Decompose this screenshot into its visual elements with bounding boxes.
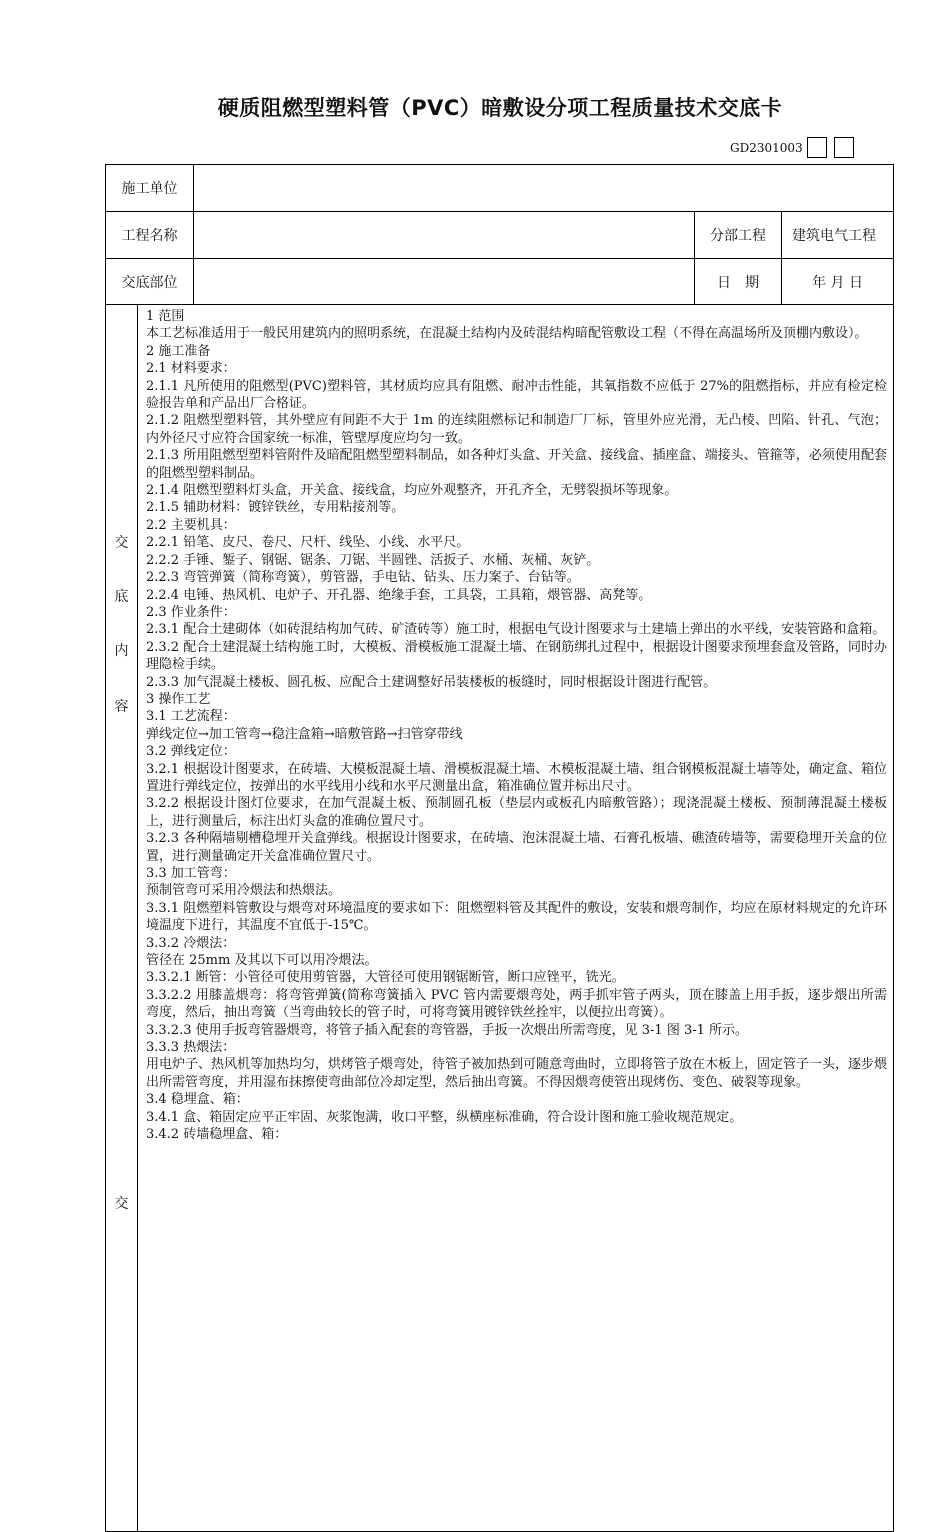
content-line: 2.3.3 加气混凝土楼板、圆孔板、应配合土建调整好吊装楼板的板缝时，同时根据设计图进行配管。 xyxy=(146,674,717,690)
date-label: 日 期 xyxy=(695,259,782,305)
disclosure-card-table xyxy=(105,164,894,1532)
content-line: 2 施工准备 xyxy=(146,343,211,359)
content-line: 2.3 作业条件： xyxy=(146,604,236,620)
code-box-2[interactable] xyxy=(834,137,854,158)
side-char: 交 xyxy=(114,535,129,551)
content-line: 2.1.4 阻燃型塑料灯头盒，开关盒、接线盒，均应外观整齐，开孔齐全，无劈裂损坏等现象。 xyxy=(146,483,678,499)
side-char: 交 xyxy=(114,1196,129,1212)
document-code: GD2301003 xyxy=(730,141,803,155)
content-line: 2.1.1 凡所使用的阻燃型(PVC)塑料管，其材质均应具有阻燃、耐冲击性能，其氧指数不应低于 27%的阻燃指标，并应有检定检验报告单和产品出厂合格证。 xyxy=(146,378,888,412)
content-line: 3.3.2.3 使用手扳弯管器煨弯，将管子插入配套的弯管器，手扳一次煨出所需弯度，见 3-1 图 3-1 所示。 xyxy=(146,1022,749,1038)
division-value: 建筑电气工程 xyxy=(782,212,894,259)
content-line: 本工艺标准适用于一般民用建筑内的照明系统，在混凝土结构内及砖混结构暗配管敷设工程（不得在高温场所及顶棚内敷设）。 xyxy=(146,326,868,342)
project-name-label: 工程名称 xyxy=(106,212,194,259)
side-char: 底 xyxy=(114,589,129,605)
content-line: 2.1.2 阻燃型塑料管，其外壁应有间距不大于 1m 的连续阻燃标记和制造厂厂标，管里外应光滑，无凸棱、凹陷、针孔、气泡；内外径尺寸应符合国家统一标准，管壁厚度应均匀一致。 xyxy=(146,413,888,446)
content-line: 1 范围 xyxy=(146,309,185,324)
content-line: 弹线定位→加工管弯→稳注盒箱→暗敷管路→扫管穿带线 xyxy=(146,726,463,742)
date-value[interactable]: 年 月 日 xyxy=(782,259,894,305)
content-line: 2.2.1 铅笔、皮尺、卷尺、尺杆、线坠、小线、水平尺。 xyxy=(146,535,470,551)
content-line: 3.3 加工管弯： xyxy=(146,866,236,881)
content-line: 3.3.2 冷煨法： xyxy=(146,935,236,951)
content-line: 3.3.2.2 用膝盖煨弯：将弯管弹簧(简称弯簧插入 PVC 管内需要煨弯处，两手抓牢管子两头，顶在膝盖上用手扳，逐步煨出所需弯度，然后，抽出弯簧（当弯曲较长的管子时，可将弯簧用镀锌铁丝拴牢，以便拉出弯簧）。 xyxy=(146,987,888,1021)
side-char: 内 xyxy=(114,643,129,659)
content-line: 3.3.2.1 断管：小管径可使用剪管器，大管径可使用钢锯断管，断口应锉平，铣光。 xyxy=(146,970,625,986)
content-line: 2.2.4 电锤、热风机、电炉子、开孔器、绝缘手套，工具袋，工具箱，煨管器、高凳等。 xyxy=(146,587,652,603)
content-cell xyxy=(138,305,894,1532)
content-line: 3.4 稳埋盒、箱： xyxy=(146,1092,249,1108)
content-line: 2.2.3 弯管弹簧（简称弯簧），剪管器，手电钻、钻头、压力案子、台钻等。 xyxy=(146,570,580,586)
content-line: 2.3.2 配合土建混凝土结构施工时，大模板、滑模板施工混凝土墙、在钢筋绑扎过程中，根据设计图要求预埋套盒及管路，同时办理隐检手续。 xyxy=(146,639,888,673)
content-line: 3.4.2 砖墙稳埋盒、箱： xyxy=(146,1127,288,1143)
content-line: 3.3.3 热煨法： xyxy=(146,1040,236,1056)
part-label: 交底部位 xyxy=(106,259,194,305)
content-line: 3.2.2 根据设计图灯位要求，在加气混凝土板、预制圆孔板（垫层内或板孔内暗敷管路）；现浇混凝土楼板、预制薄混凝土楼板上，进行测量后，标注出灯头盒的准确位置尺寸。 xyxy=(146,796,888,829)
content-line: 3.2.1 根据设计图要求，在砖墙、大模板混凝土墙、滑模板混凝土墙、木模板混凝土墙、组合钢模板混凝土墙等处，确定盒、箱位置进行弹线定位，按弹出的水平线用小线和水平尺测量出盒，箱准确位置并标出尺寸。 xyxy=(146,761,888,794)
content-line: 2.3.1 配合土建砌体（如砖混结构加气砖、矿渣砖等）施工时，根据电气设计图要求与土建墙上弹出的水平线，安装管路和盒箱。 xyxy=(146,622,886,638)
unit-value[interactable] xyxy=(194,165,894,212)
part-value[interactable] xyxy=(194,259,695,305)
code-box-1[interactable] xyxy=(807,137,827,158)
content-line: 2.2.2 手锤、錾子、钢锯、锯条、刀锯、半圆锉、活扳子、水桶、灰桶、灰铲。 xyxy=(146,552,600,568)
content-body xyxy=(138,305,893,1531)
content-line: 预制管弯可采用冷煨法和热煨法。 xyxy=(146,883,342,899)
content-line: 3.3.1 阻燃塑料管敷设与煨弯对环境温度的要求如下：阻燃塑料管及其配件的敷设，安装和煨弯制作，均应在原材料规定的允许环境温度下进行，其温度不宜低于-15℃。 xyxy=(146,900,888,934)
content-line: 用电炉子、热风机等加热均匀，烘烤管子煨弯处，待管子被加热到可随意弯曲时，立即将管子放在木板上，固定管子一头，逐步煨出所需管弯度，并用湿布抹擦使弯曲部位冷却定型，然后抽出弯簧。不得因煨弯使管出现烤伤、变色、破裂等现象。 xyxy=(146,1057,888,1090)
content-line: 3.1 工艺流程： xyxy=(146,709,236,725)
content-side-label xyxy=(106,305,138,1532)
unit-label: 施工单位 xyxy=(106,165,194,212)
content-line: 3.2.3 各种隔墙剔槽稳埋开关盒弹线。根据设计图要求，在砖墙、泡沫混凝土墙、石膏孔板墙、礁渣砖墙等，需要稳埋开关盒的位置，进行测量确定开关盒准确位置尺寸。 xyxy=(146,831,888,864)
side-char: 容 xyxy=(114,699,129,715)
content-line: 2.1.5 辅助材料：镀锌铁丝，专用粘接剂等。 xyxy=(146,500,405,516)
content-line: 2.1 材料要求： xyxy=(146,361,236,377)
content-line: 管径在 25mm 及其以下可以用冷煨法。 xyxy=(146,953,378,969)
content-line: 3 操作工艺 xyxy=(146,691,211,707)
content-line: 2.2 主要机具： xyxy=(146,517,236,533)
content-line: 3.4.1 盒、箱固定应平正牢固、灰浆饱满，收口平整，纵横座标准确，符合设计图和施工验收规范规定。 xyxy=(146,1109,743,1125)
document-title: 硬质阻燃型塑料管（PVC）暗敷设分项工程质量技术交底卡 xyxy=(217,96,783,120)
content-line: 3.2 弹线定位： xyxy=(146,744,236,760)
content-line: 2.1.3 所用阻燃型塑料管附件及暗配阻燃型塑料制品，如各种灯头盒、开关盒、接线盒、插座盒、端接头、管箍等，必须使用配套的阻燃型塑料制品。 xyxy=(146,448,888,481)
division-label: 分部工程 xyxy=(695,212,782,259)
project-name-value[interactable] xyxy=(194,212,695,259)
